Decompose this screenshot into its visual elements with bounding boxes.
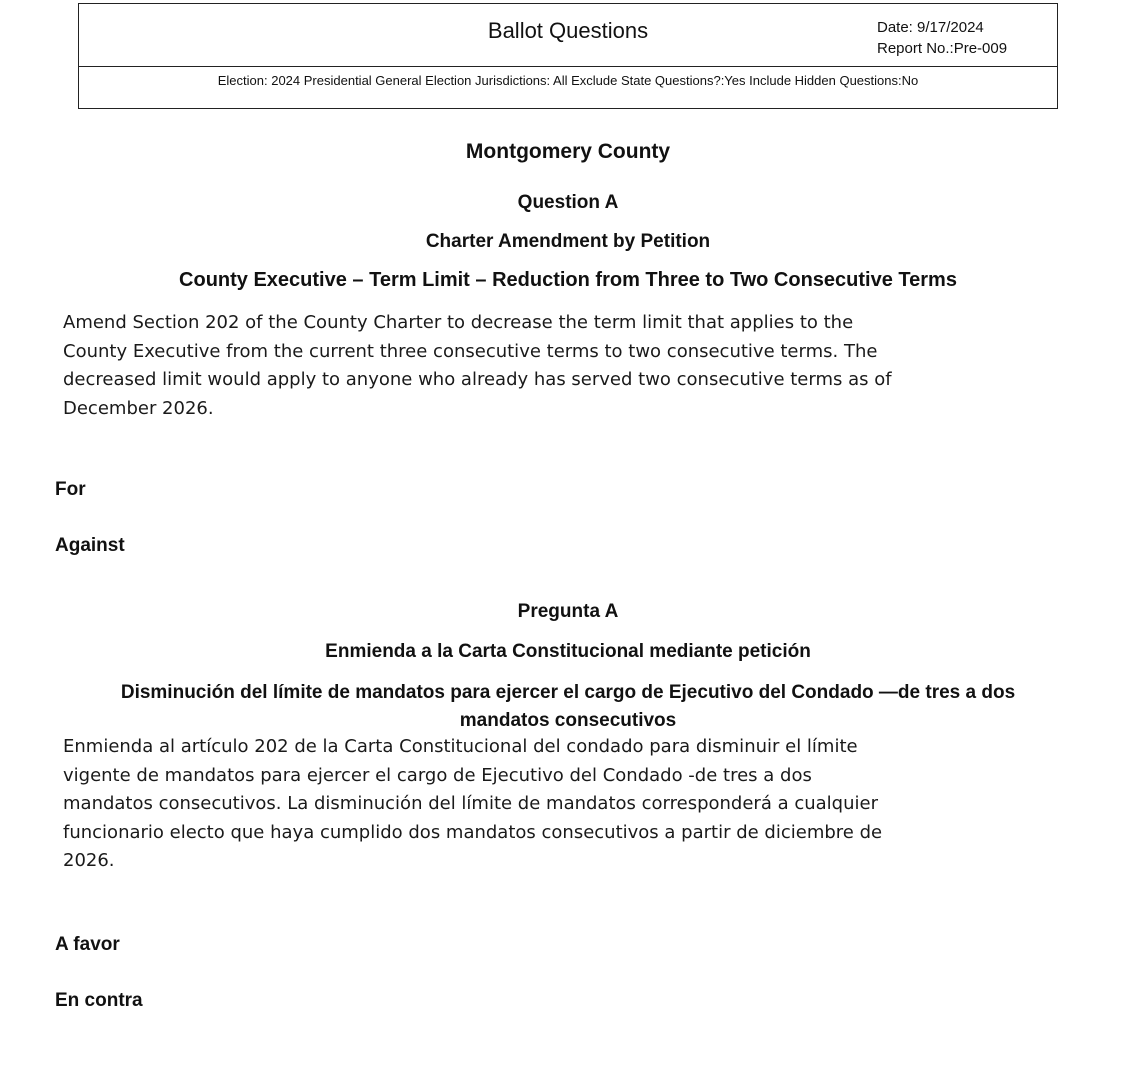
question-title: County Executive – Term Limit – Reduction from Three to Two Consecutive Terms xyxy=(179,269,957,291)
choice-for: For xyxy=(55,479,86,500)
choice-en-contra: En contra xyxy=(55,990,143,1011)
question-body-english: Amend Section 202 of the County Charter to decrease the term limit that applies to the County Executive from the current three consecutive terms to two consecutive terms. The decreased limit would apply to anyone who already has served two consecutive terms as of December 2026. xyxy=(63,312,892,419)
report-parameters-text: Election: 2024 Presidential General Election Jurisdictions: All Exclude State Questions?:Yes Include Hidden Questions:No xyxy=(217,73,919,88)
question-title-spanish: Disminución del límite de mandatos para ejercer el cargo de Ejecutivo del Condado —de tres a dos mandatos consecutivos xyxy=(120,682,1016,731)
question-label: Question A xyxy=(517,192,619,213)
report-parameters xyxy=(79,72,1057,89)
report-date: Date: 9/17/2024 xyxy=(877,19,984,36)
choice-against: Against xyxy=(55,535,125,556)
report-header-top xyxy=(79,4,1057,67)
report-number: Report No.:Pre-009 xyxy=(877,40,1008,57)
question-type-spanish: Enmienda a la Carta Constitucional mediante petición xyxy=(325,641,811,662)
question-label-spanish: Pregunta A xyxy=(517,601,619,622)
choice-a-favor: A favor xyxy=(55,934,120,955)
report-title: Ballot Questions xyxy=(487,18,649,43)
report-header xyxy=(78,3,1058,109)
county-heading: Montgomery County xyxy=(465,140,671,163)
question-type: Charter Amendment by Petition xyxy=(425,231,711,252)
report-meta xyxy=(877,17,1007,59)
question-body-spanish: Enmienda al artículo 202 de la Carta Constitucional del condado para disminuir el límite vigente de mandatos para ejercer el cargo de Ejecutivo del Condado -de tres a dos mandatos consecutivos. La disminución del límite de mandatos corresponderá a cualquier funcionario electo que haya cumplido dos mandatos consecutivos a partir de diciembre de 2026. xyxy=(63,736,883,871)
